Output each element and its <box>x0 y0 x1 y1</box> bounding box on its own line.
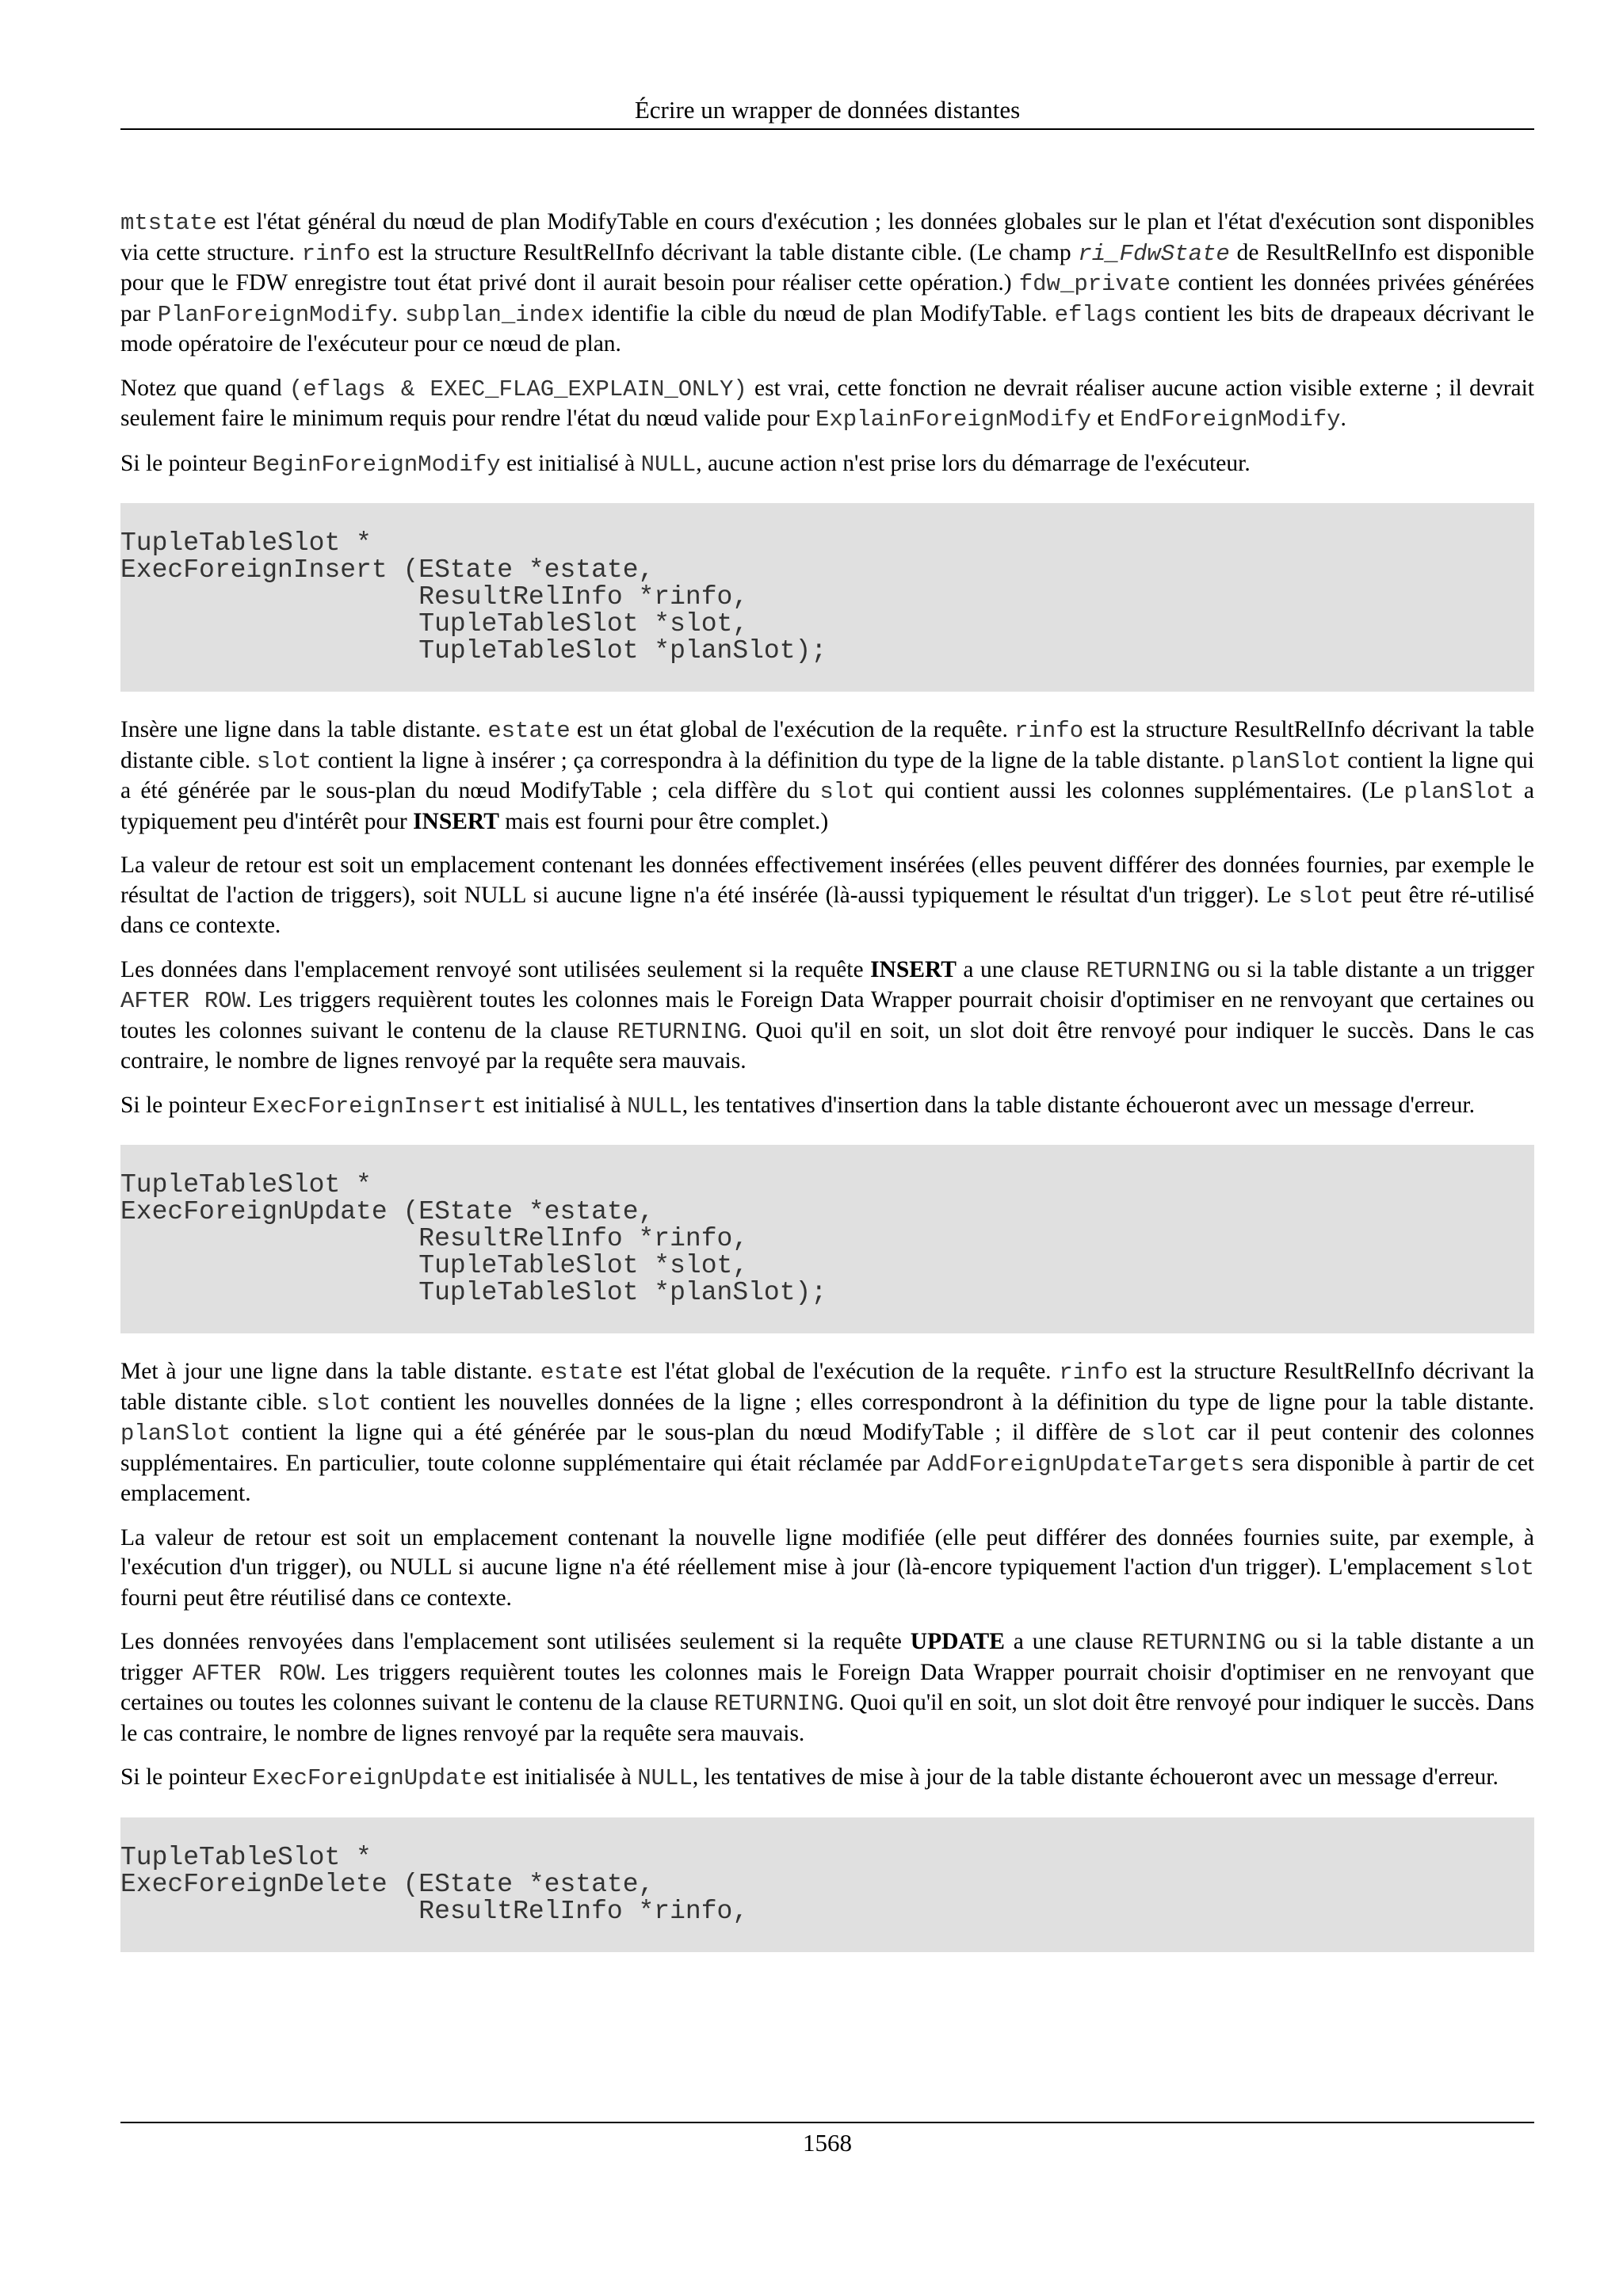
bold-keyword: INSERT <box>870 956 957 982</box>
inline-code: PlanForeignModify <box>157 301 392 328</box>
inline-code: AFTER ROW <box>120 988 246 1014</box>
inline-code: slot <box>1479 1555 1534 1581</box>
inline-code: NULL <box>637 1765 693 1791</box>
document-page <box>120 0 1534 2296</box>
inline-code: AddForeignUpdateTargets <box>926 1451 1245 1478</box>
paragraph-insert-returning: Les données dans l'emplacement renvoyé sont utilisées seulement si la requête INSERT a une clause RETURNING ou si la table distante a un trigger AFTER ROW. Les triggers requièrent toutes les colonnes mais le Foreign Data Wrapper pourrait choisir d'optimiser en ne renvoyant que certaines ou toutes les colonnes suivant le contenu de la clause RETURNING. Quoi qu'il en soit, un slot doit être renvoyé pour indiquer le succès. Dans le cas contraire, le nombre de lignes renvoyé par la requête sera mauvais. <box>120 956 1535 1074</box>
paragraph-update-returning: Les données renvoyées dans l'emplacement sont utilisées seulement si la requête UPDATE a une clause RETURNING ou si la table distante a un trigger AFTER ROW. Les triggers requièrent toutes les colonnes mais le Foreign Data Wrapper pourrait choisir d'optimiser en ne renvoyant que certaines ou toutes les colonnes suivant le contenu de la clause RETURNING. Quoi qu'il en soit, un slot doit être renvoyé pour indiquer le succès. Dans le cas contraire, le nombre de lignes renvoyé par la requête sera mauvais. <box>120 1629 1534 1746</box>
paragraph-execforeigninsert-null: Si le pointeur ExecForeignInsert est initialisé à NULL, les tentatives d'insertion dans la table distante échoueront avec un message d'erreur. <box>120 1092 1475 1119</box>
inline-code: RETURNING <box>714 1691 838 1717</box>
paragraph-beginforeignmodify-null: Si le pointeur BeginForeignModify est initialisé à NULL, aucune action n'est prise lors du démarrage de l'exécuteur. <box>120 450 1251 478</box>
inline-code: rinfo <box>301 240 371 267</box>
inline-code: estate <box>487 718 571 744</box>
inline-code: subplan_index <box>405 301 585 328</box>
inline-code: rinfo <box>1059 1360 1128 1386</box>
inline-code: estate <box>540 1360 624 1386</box>
bold-keyword: INSERT <box>413 808 499 834</box>
inline-code: BeginForeignModify <box>252 451 501 478</box>
code-block-execforeigninsert: TupleTableSlot * ExecForeignInsert (EState *estate, ResultRelInfo *rinfo, TupleTableSlot *slot, TupleTableSlot *planSlot); <box>120 503 1534 692</box>
paragraph-insert-return-value: La valeur de retour est soit un emplacement contenant les données effectivement insérées (elles peuvent différer des données fournies, par exemple le résultat de l'action de triggers), soit NULL si aucune ligne n'a été insérée (là-aussi typiquement le résultat d'un trigger). Le slot peut être ré-utilisé dans ce contexte. <box>120 852 1534 938</box>
inline-code: ri_FdwState <box>1078 240 1230 267</box>
inline-code: eflags <box>1054 301 1138 328</box>
inline-code: rinfo <box>1014 718 1084 744</box>
inline-code: mtstate <box>120 210 217 236</box>
inline-code: slot <box>256 748 312 775</box>
inline-code: ExecForeignInsert <box>252 1093 487 1119</box>
code-block-execforeignupdate: TupleTableSlot * ExecForeignUpdate (EState *estate, ResultRelInfo *rinfo, TupleTableSlot *slot, TupleTableSlot *planSlot); <box>120 1145 1534 1333</box>
code-block-execforeigndelete: TupleTableSlot * ExecForeignDelete (EState *estate, ResultRelInfo *rinfo, <box>120 1817 1534 1952</box>
inline-code: slot <box>819 779 876 805</box>
inline-code: slot <box>1141 1421 1197 1447</box>
inline-code: slot <box>1298 883 1354 910</box>
header-rule <box>120 128 1534 130</box>
inline-code: planSlot <box>120 1421 231 1447</box>
inline-code: EndForeignModify <box>1120 406 1341 433</box>
inline-code: planSlot <box>1403 779 1514 805</box>
inline-code: (eflags & EXEC_FLAG_EXPLAIN_ONLY) <box>288 376 747 402</box>
paragraph-execforeigninsert-desc: Insère une ligne dans la table distante. estate est un état global de l'exécution de la requête. rinfo est la structure ResultRelInfo décrivant la table distante cible. slot contient la ligne à insérer ; ça correspondra à la définition du type de la ligne de la table distante. planSlot contient la ligne qui a été générée par le sous-plan du nœud ModifyTable ; cela diffère du slot qui contient aussi les colonnes supplémentaires. (Le planSlot a typiquement peu d'intérêt pour INSERT mais est fourni pour être complet.) <box>120 717 1535 834</box>
paragraph-execforeignupdate-desc: Met à jour une ligne dans la table distante. estate est l'état global de l'exécution de la requête. rinfo est la structure ResultRelInfo décrivant la table distante cible. slot contient les nouvelles données de la ligne ; elles correspondront à la définition du type de ligne pour la table distante. planSlot contient la ligne qui a été générée par le sous-plan du nœud ModifyTable ; il diffère de slot car il peut contenir des colonnes supplémentaires. En particulier, toute colonne supplémentaire qui était réclamée par AddForeignUpdateTargets sera disponible à partir de cet emplacement. <box>120 1359 1535 1506</box>
page-body <box>120 208 1534 1976</box>
inline-code: RETURNING <box>1086 957 1211 984</box>
inline-code: fdw_private <box>1018 271 1171 297</box>
inline-code: RETURNING <box>1141 1630 1266 1656</box>
paragraph-update-return-value: La valeur de retour est soit un emplacement contenant la nouvelle ligne modifiée (elle peut différer des données fournies suite, par exemple, à l'exécution d'un trigger), ou NULL si aucune ligne n'a été réellement mise à jour (là-encore typiquement l'action d'un trigger). L'emplacement slot fourni peut être réutilisé dans ce contexte. <box>120 1524 1534 1611</box>
paragraph-explain-only: Notez que quand (eflags & EXEC_FLAG_EXPLAIN_ONLY) est vrai, cette fonction ne devrait réaliser aucune action visible externe ; il devrait seulement faire le minimum requis pour rendre l'état du nœud valide pour ExplainForeignModify et EndForeignModify. <box>120 375 1535 433</box>
running-header: Écrire un wrapper de données distantes <box>634 96 1021 124</box>
paragraph-execforeignupdate-null: Si le pointeur ExecForeignUpdate est initialisée à NULL, les tentatives de mise à jour de la table distante échoueront avec un message d'erreur. <box>120 1764 1499 1791</box>
bold-keyword: UPDATE <box>910 1629 1005 1654</box>
inline-code: ExecForeignUpdate <box>252 1765 487 1791</box>
inline-code: ExplainForeignModify <box>815 406 1092 433</box>
inline-code: NULL <box>627 1093 682 1119</box>
inline-code: planSlot <box>1231 748 1342 775</box>
inline-code: AFTER ROW <box>192 1660 320 1687</box>
footer-rule <box>120 2122 1534 2123</box>
inline-code: slot <box>316 1390 372 1417</box>
inline-code: RETURNING <box>617 1018 742 1045</box>
paragraph-beginforeignmodify-args: mtstate est l'état général du nœud de plan ModifyTable en cours d'exécution ; les données globales sur le plan et l'état d'exécution sont disponibles via cette structure. rinfo est la structure ResultRelInfo décrivant la table distante cible. (Le champ ri_FdwState de ResultRelInfo est disponible pour que le FDW enregistre tout état privé dont il aurait besoin pour réaliser cette opération.) fdw_private contient les données privées générées par PlanForeignModify. subplan_index identifie la cible du nœud de plan ModifyTable. eflags contient les bits de drapeaux décrivant le mode opératoire de l'exécuteur pour ce nœud de plan. <box>120 209 1535 357</box>
page-number: 1568 <box>803 2129 852 2157</box>
inline-code: NULL <box>640 451 697 478</box>
